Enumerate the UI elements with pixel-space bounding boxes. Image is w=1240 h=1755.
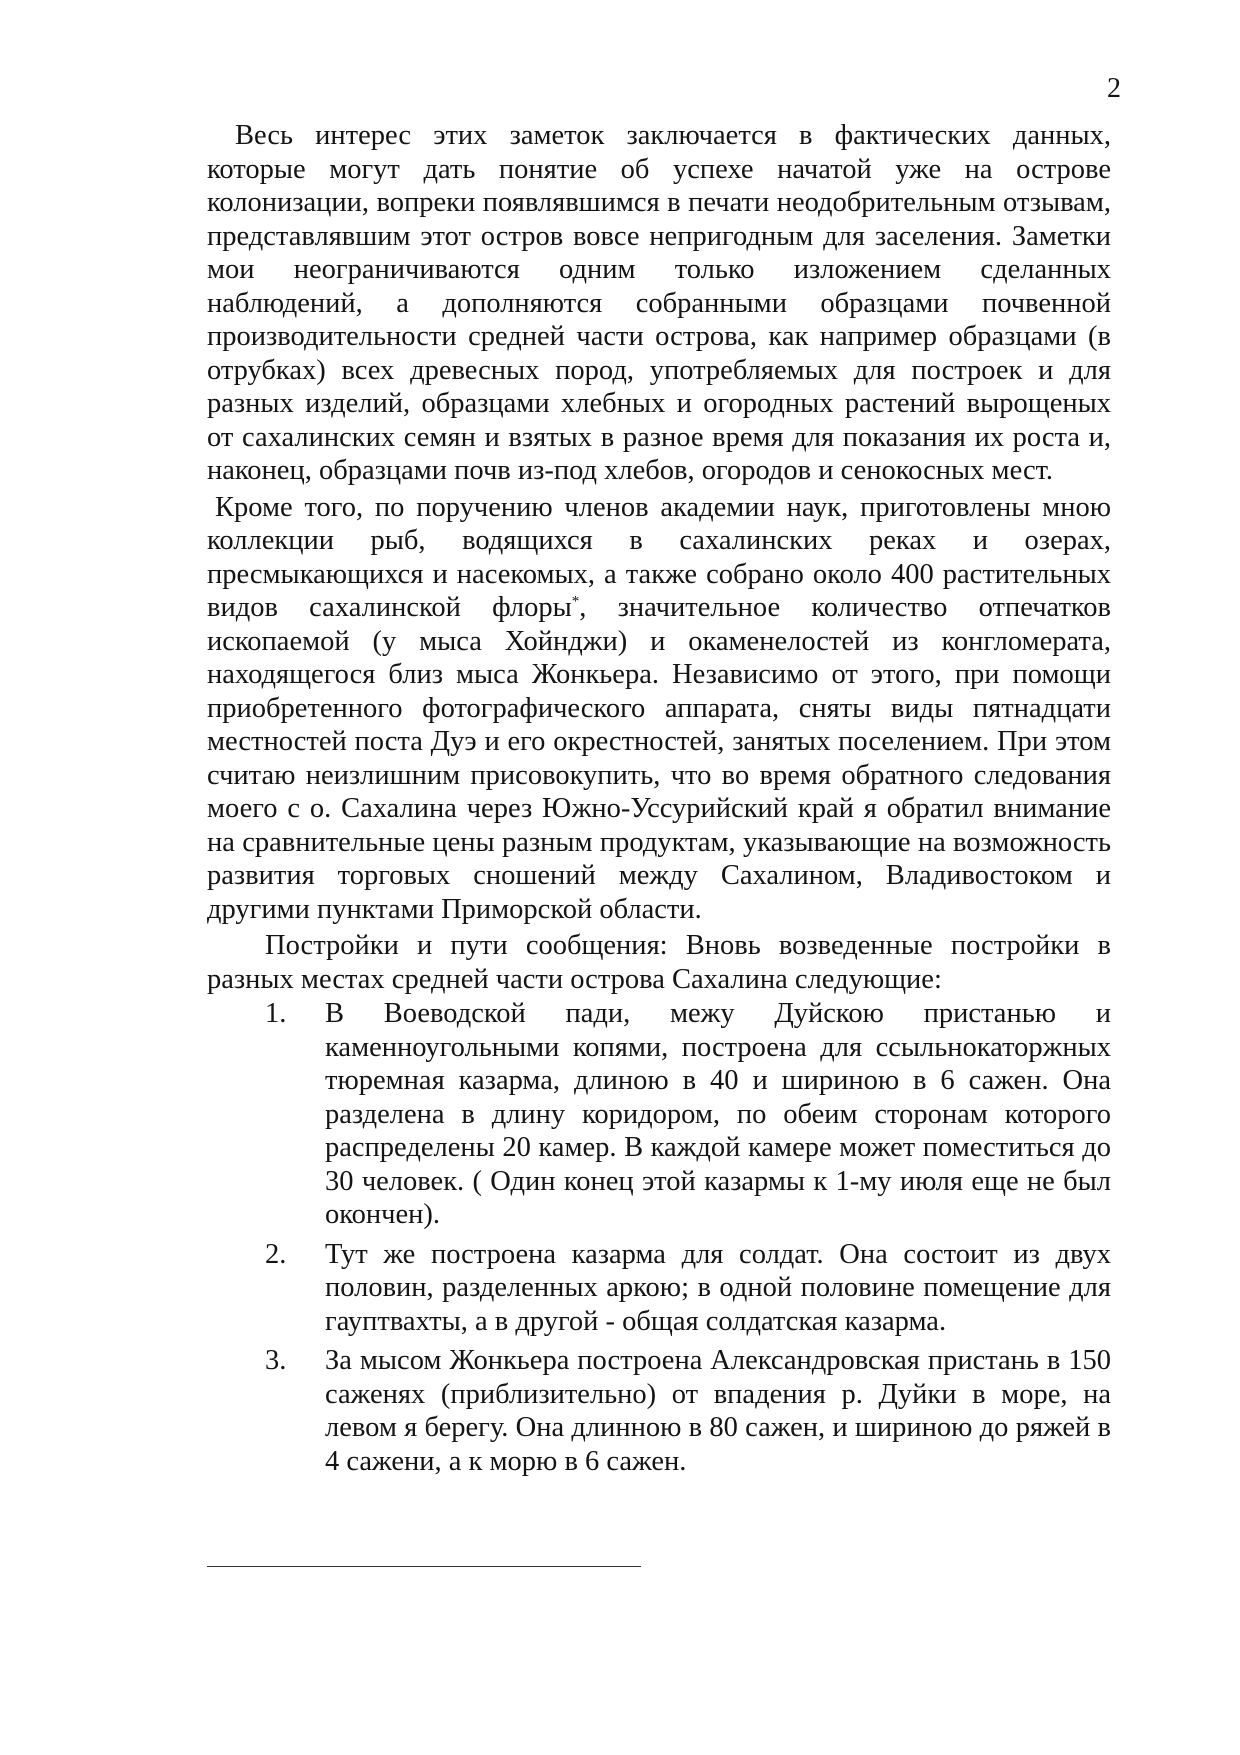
list-item — [207, 1238, 1111, 1339]
list-item — [207, 1344, 1111, 1478]
list-item-text: За мысом Жонкьера построена Александровская пристань в 150 саженях (приблизительно) от впадения р. Дуйки в море, на левом я берегу. Она длинною в 80 сажен, и шириною до ряжей в 4 сажени, а к морю в 6 сажен. — [325, 1345, 1111, 1477]
page-number: 2 — [1107, 73, 1121, 104]
paragraph-buildings-heading: Постройки и пути сообщения: Вновь возведенные постройки в разных местах средней части острова Сахалина следующие: — [207, 930, 1111, 995]
paragraph-collections-text-start: Кроме того, по поручению членов академии наук, приготовлены мною коллекции рыб, водящихся в сахалинских реках и озерах, пресмыкающихся и насекомых, а также собрано около 400 растительных видов сахалинской флоры — [207, 491, 1111, 623]
list-item — [207, 997, 1111, 1232]
paragraph-collections-text-end: , значительное количество отпечатков ископаемой (у мыса Хойнджи) и окаменелостей из конгломерата, находящегося близ мыса Жонкьера. Независимо от этого, при помощи приобретенного фотографического аппарата, сняты виды пятнадцати местностей поста Дуэ и его окрестностей, занятых поселением. При этом считаю неизлишним присовокупить, что во время обратного следования моего с о. Сахалина через Южно-Уссурийский край я обратил внимание на сравнительные цены разным продуктам, указывающие на возможность развития торговых сношений между Сахалином, Владивостоком и другими пунктами Приморской области. — [207, 592, 1112, 925]
footnote-separator-line — [207, 1566, 641, 1567]
list-item-text: В Воеводской пади, межу Дуйскою пристанью и каменноугольными копями, построена для ссыльнокаторжных тюремная казарма, длиною в 40 и шириною в 6 сажен. Она разделена в длину коридором, по обеим сторонам которого распределены 20 камер. В каждой камере может поместиться до 30 человек. ( Один конец этой казармы к 1-му июля еще не был окончен). — [325, 998, 1111, 1230]
list-item-number: 3. — [265, 1345, 287, 1376]
buildings-list — [207, 997, 1111, 1478]
footnote-marker: * — [571, 593, 580, 610]
paragraph-collections — [207, 491, 1111, 927]
list-item-text: Тут же построена казарма для солдат. Она состоит из двух половин, разделенных аркою; в одной половине помещение для гауптвахты, а в другой - общая солдатская казарма. — [325, 1238, 1111, 1337]
document-body — [207, 119, 1111, 1478]
list-item-number: 1. — [265, 998, 287, 1029]
paragraph-introduction: Весь интерес этих заметок заключается в фактических данных, которые могут дать понятие об успехе начатой уже на острове колонизации, вопреки появлявшимся в печати неодобрительным отзывам, представлявшим этот остров вовсе непригодным для заселения. Заметки мои неограничиваются одним только изложением сделанных наблюдений, а дополняются собранными образцами почвенной производительности средней части острова, как например образцами (в отрубках) всех древесных пород, употребляемых для построек и для разных изделий, образцами хлебных и огородных растений вырощеных от сахалинских семян и взятых в разное время для показания их роста и, наконец, образцами почв из-под хлебов, огородов и сенокосных мест. — [207, 120, 1111, 486]
list-item-number: 2. — [265, 1238, 287, 1270]
